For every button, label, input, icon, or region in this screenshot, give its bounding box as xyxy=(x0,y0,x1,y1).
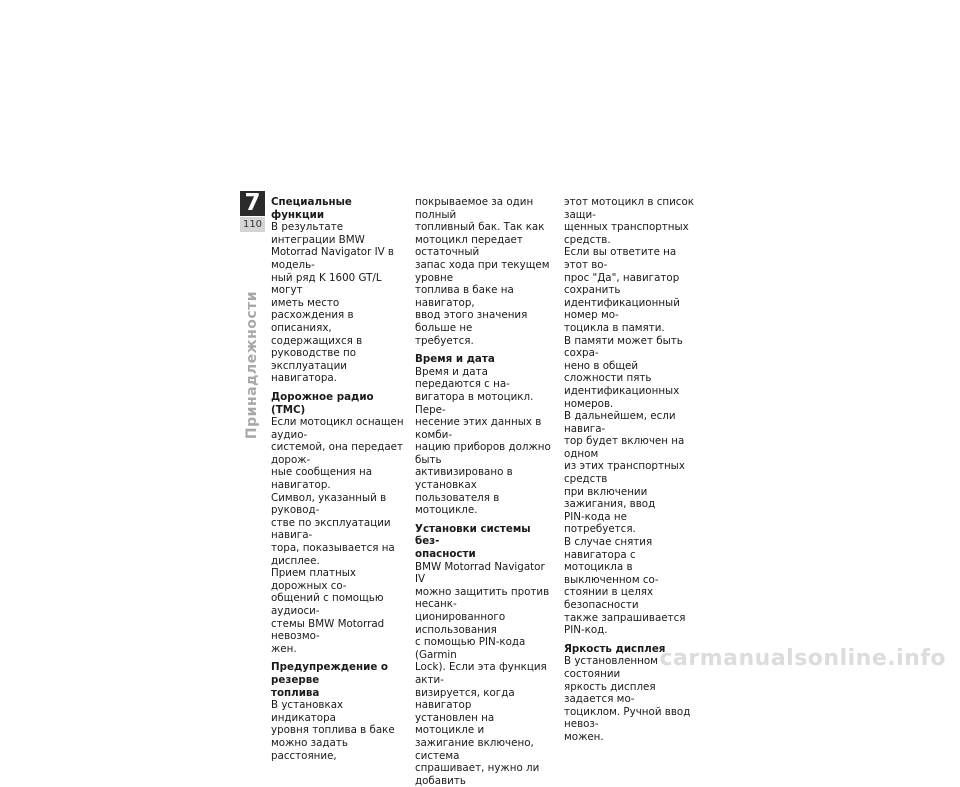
paragraph xyxy=(415,196,551,347)
text-line: тора, показывается на дисплее. xyxy=(271,542,395,567)
text-line: навигатора. xyxy=(271,372,337,385)
text-line: спрашивает, нужно ли добавить xyxy=(415,762,540,787)
text-line: системой, она передает дорож- xyxy=(271,441,403,466)
text-line: вигатора в мотоцикл. Пере- xyxy=(415,390,534,416)
heading-line: опасности xyxy=(415,548,476,561)
text-line: жен. xyxy=(271,642,297,655)
paragraph xyxy=(564,335,700,411)
chapter-number: 7 xyxy=(240,191,265,216)
text-line: стоянии в целях безопасности xyxy=(564,586,654,611)
text-line: требуется. xyxy=(415,334,474,347)
paragraph xyxy=(271,699,407,762)
text-line: ционированного использования xyxy=(415,611,506,636)
heading-special-functions: Специальные функции xyxy=(271,196,352,221)
paragraph xyxy=(564,196,700,335)
paragraph xyxy=(564,536,700,637)
text-line: ный ряд K 1600 GT/L могут xyxy=(271,271,382,297)
text-line: уровня топлива в баке xyxy=(271,724,395,737)
text-line: прос "Да", навигатор сохранить xyxy=(564,271,680,297)
text-line: нено в общей сложности пять xyxy=(564,359,652,385)
watermark: carmanualsonline.info xyxy=(659,646,946,671)
text-line: топлива в баке на навигатор, xyxy=(415,284,514,309)
paragraph xyxy=(415,366,551,517)
text-line: Время и дата передаются с на- xyxy=(415,365,510,391)
text-line: иметь место расхождения в xyxy=(271,296,354,322)
heading-line: топлива xyxy=(271,686,320,699)
chapter-tab xyxy=(240,191,265,234)
text-line: Прием платных дорожных со- xyxy=(271,567,356,592)
text-line: В установленном состоянии xyxy=(564,655,658,680)
text-line: можно задать расстояние, xyxy=(271,736,348,762)
text-line: зажигание включено, система xyxy=(415,736,534,762)
text-line: из этих транспортных средств xyxy=(564,460,685,486)
text-line: идентификационный номер мо- xyxy=(564,296,680,322)
text-line: PIN-кода не потребуется. xyxy=(564,510,636,536)
chapter-title: Принадлежности xyxy=(244,290,260,440)
text-line: Если вы ответите на этот во- xyxy=(564,246,677,271)
text-line: с помощью PIN-кода (Garmin xyxy=(415,636,526,661)
text-line: В случае снятия навигатора с xyxy=(564,536,653,561)
paragraph xyxy=(415,561,551,787)
text-line: при включении зажигания, ввод xyxy=(564,485,656,511)
text-line: запас хода при текущем уровне xyxy=(415,258,550,284)
text-line: нацию приборов должно быть xyxy=(415,441,551,466)
text-line: Символ, указанный в руковод- xyxy=(271,491,387,517)
text-line: В результате интеграции BMW xyxy=(271,221,365,246)
heading-display-brightness: Яркость дисплея xyxy=(564,642,666,655)
text-line: можно защитить против несанк- xyxy=(415,585,550,611)
text-line: стемы BMW Motorrad невозмо- xyxy=(271,617,385,643)
text-line: ввод этого значения больше не xyxy=(415,309,528,334)
text-line: Motorrad Navigator IV в модель- xyxy=(271,246,395,271)
text-line: также запрашивается PIN-код. xyxy=(564,611,686,637)
text-column-2 xyxy=(415,196,551,787)
text-line: пользователя в мотоцикле. xyxy=(415,491,500,517)
text-line: BMW Motorrad Navigator IV xyxy=(415,560,545,586)
text-line: визируется, когда навигатор xyxy=(415,686,515,712)
heading-traffic-radio: Дорожное радио (TMC) xyxy=(271,390,374,416)
text-line: Если мотоцикл оснащен аудио- xyxy=(271,416,404,441)
text-line: В памяти может быть сохра- xyxy=(564,334,683,360)
text-line: мотоцикл передает остаточный xyxy=(415,233,523,259)
text-line: В установках индикатора xyxy=(271,699,344,724)
paragraph xyxy=(271,416,407,655)
text-line: руководстве по эксплуатации xyxy=(271,347,357,372)
text-line: яркость дисплея задается мо- xyxy=(564,680,656,706)
text-line: В дальнейшем, если навига- xyxy=(564,410,676,435)
text-line: тор будет включен на одном xyxy=(564,435,685,460)
heading-time-and-date: Время и дата xyxy=(415,353,495,366)
text-line: мотоцикла в выключенном со- xyxy=(564,561,659,586)
text-line: установлен на мотоцикле и xyxy=(415,711,495,737)
text-line: можен. xyxy=(564,730,604,743)
text-line: стве по эксплуатации навига- xyxy=(271,516,391,542)
text-line: топливный бак. Так как xyxy=(415,221,545,234)
text-line: щенных транспортных средств. xyxy=(564,221,689,246)
text-line: Lock). Если эта функция акти- xyxy=(415,661,547,686)
heading-fuel-reserve-warning xyxy=(271,661,407,699)
heading-line: Установки системы без- xyxy=(415,522,531,548)
heading-line: Предупреждение о резерве xyxy=(271,661,388,686)
text-line: этот мотоцикл в список защи- xyxy=(564,196,694,221)
text-line: ные сообщения на навигатор. xyxy=(271,466,373,492)
text-line: тоциклом. Ручной ввод невоз- xyxy=(564,705,691,731)
text-column-1 xyxy=(271,196,407,762)
heading-security-settings xyxy=(415,523,551,561)
text-line: тоцикла в памяти. xyxy=(564,321,665,334)
page-number: 110 xyxy=(240,217,265,232)
text-line: несение этих данных в комби- xyxy=(415,416,542,441)
text-line: описаниях, содержащихся в xyxy=(271,321,363,347)
text-line: покрываемое за один полный xyxy=(415,196,534,221)
text-line: активизировано в установках xyxy=(415,466,513,492)
paragraph xyxy=(271,221,407,385)
paragraph xyxy=(564,410,700,536)
text-line: общений с помощью аудиоси- xyxy=(271,592,384,617)
text-line: идентификационных номеров. xyxy=(564,384,680,410)
